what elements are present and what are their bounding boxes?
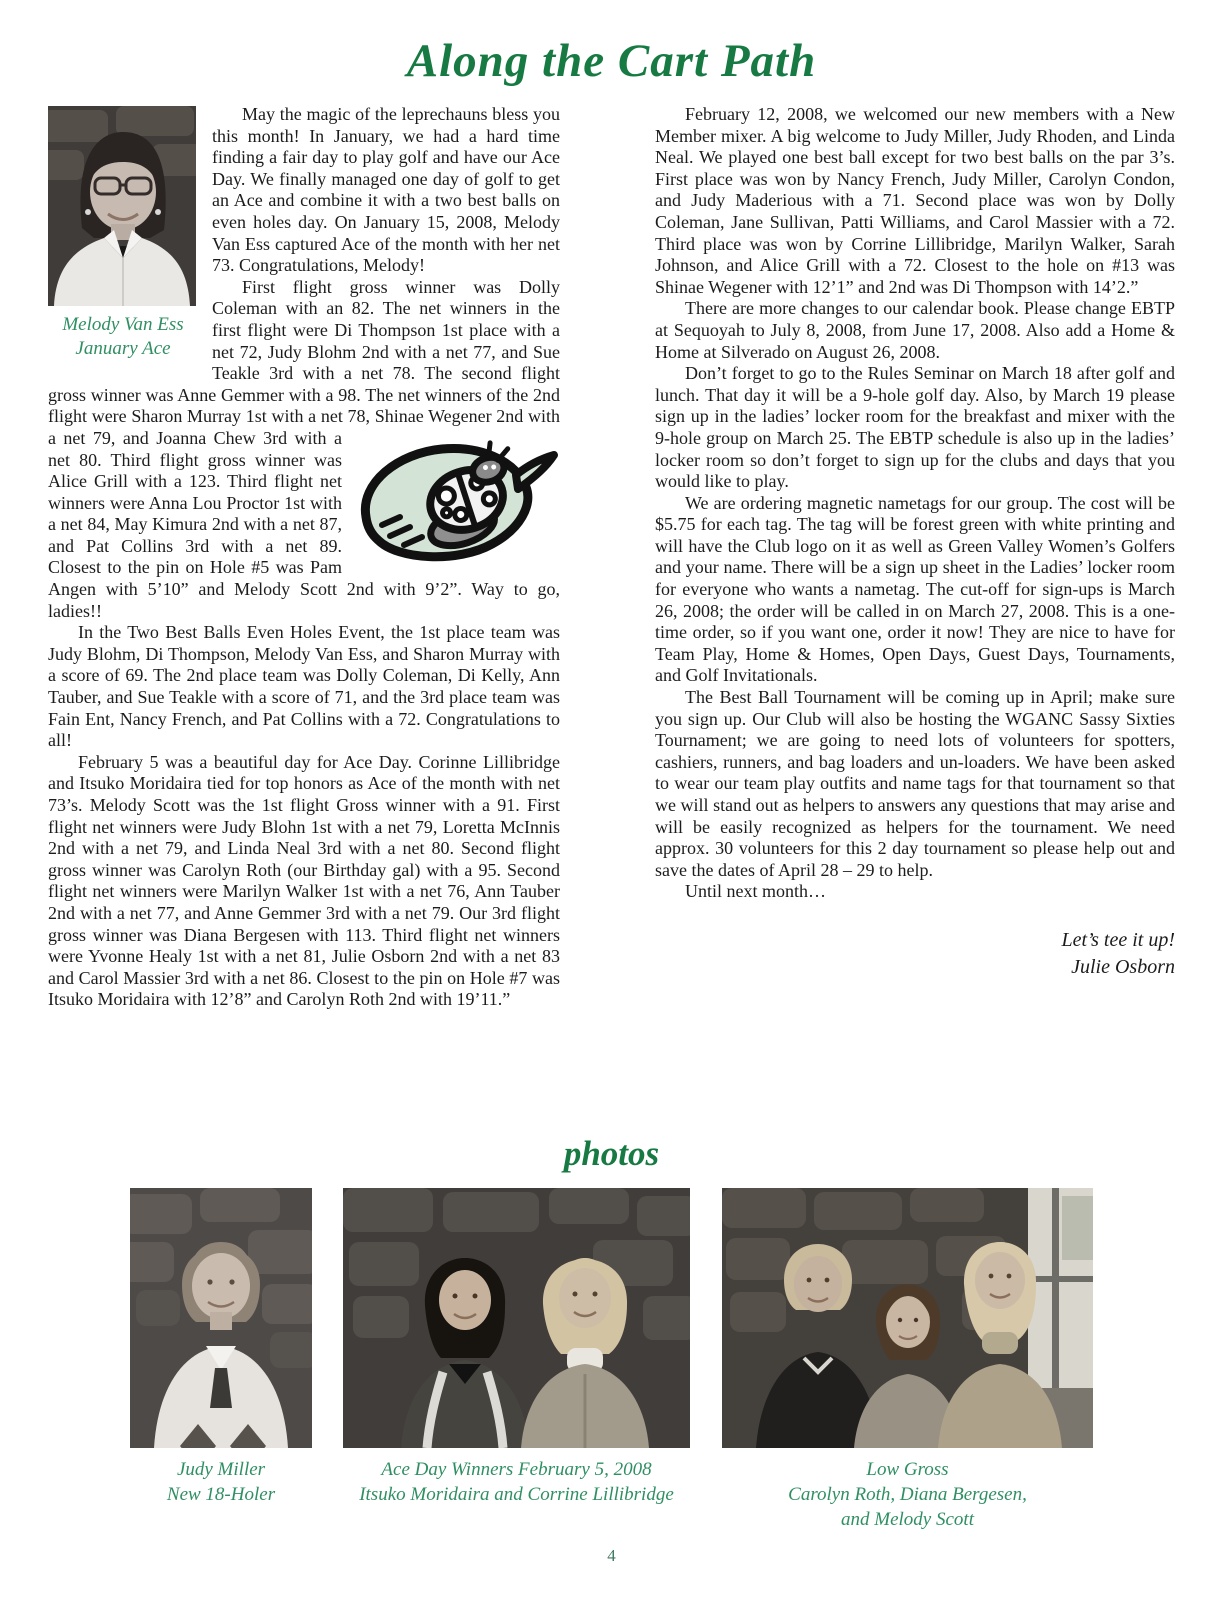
ladybug-leaf-art [352, 431, 560, 571]
right-paragraph-6: Until next month… [685, 881, 826, 902]
melody-caption-line1: Melody Van Ess [62, 314, 184, 335]
signoff [655, 927, 1175, 981]
ace-day-winners-caption [343, 1457, 690, 1507]
right-paragraph-1: February 12, 2008, we welcomed our new members with a New Member mixer. A big welcome to Judy Miller, Judy Rhoden, and Linda Neal. We played one best ball except for two best balls on the par 3’s. First place was won by Nancy French, Judy Miller, Carolyn Condon, and Judy Maderious with a 71. Second place was won by Dolly Coleman, Jane Sullivan, Patti Williams, and Carol Massier with a 72. Third place was won by Corrine Lillibridge, Marilyn Walker, Sarah Johnson, and Alice Grill with a 72. Closest to the hole on #13 was Shinae Wegener with 12’1” and 2nd was Di Thompson with 14’2.” [655, 104, 1175, 297]
judy-miller-figure [130, 1188, 312, 1507]
left-paragraph-1: May the magic of the leprechauns bless you this month! In January, we had a hard time finding a fair day to play golf and have our Ace Day. We finally managed one day of golf to get an Ace and combine it with a two best balls on even holes day. On January 15, 2008, Melody Van Ess captured Ace of the month with her net 73. Congratulations, Melody! [212, 104, 560, 276]
ace-day-winners-photo [343, 1188, 690, 1448]
melody-caption-line2: January Ace [75, 338, 171, 359]
page-title: Along the Cart Path [406, 35, 817, 87]
left-column [48, 104, 560, 1126]
judy-miller-photo [130, 1188, 312, 1448]
left-paragraph-4: February 5 was a beautiful day for Ace Day. Corinne Lillibridge and Itsuko Moridaira tied for top honors as Ace of the month with net 73’s. Melody Scott was the 1st flight Gross winner with a 91. First flight net winners were Judy Blohn 1st with a net 79, Loretta McInnis 2nd with a net 79, and Linda Neal 3rd with a net 80. Second flight gross winner was Carolyn Roth (our Birthday gal) with a 95. Second flight net winners were Marilyn Walker 1st with a net 76, Ann Tauber 2nd with a net 77, and Anne Gemmer 3rd with a net 79. Our 3rd flight gross winner was Diana Bergesen with 113. Third flight net winners were Yvonne Healy 1st with a net 81, Julie Osborn 2nd with a net 83 and Carol Massier 3rd with a net 86. Closest to the pin on Hole #7 was Itsuko Moridaira with 12’8” and Carolyn Roth 2nd with 19’11.” [48, 751, 560, 1010]
photos-section-heading: photos [563, 1134, 660, 1173]
low-gross-photo [722, 1188, 1093, 1448]
left-paragraph-2a: First flight gross winner was Dolly Coleman with an 82. The net winners in the first flight were Di Thompson 1st place with a net 72, Judy Blohm 2nd with a net 77, and Sue Teakle 3rd with a net 78. The second flight gross winner was Anne Gemmer with a 98. The net winners of the 2nd flight were Sharon Murray 1st with a net 78, [48, 276, 560, 427]
signoff-author: Julie Osborn [1071, 955, 1175, 978]
photo-row [0, 1188, 1223, 1532]
ace-day-caption-line2: Itsuko Moridaira and Corrine Lillibridge [359, 1484, 674, 1505]
judy-miller-caption-line1: Judy Miller [176, 1459, 266, 1480]
left-paragraph-2b: Shinae Wegener 2nd with a net 79, and Joanna Chew 3rd with a net 80. Third flight gross winner was Alice Grill with a 123. Third flight net winners were Anna Lou Proctor 1st with a net 84, May Kimura 2nd with a net 87, and Pat Collins 3rd with a net 89. Closest to the pin on Hole #5 was Pam Angen with 5’10” and Melody Scott 2nd with 9’2”. Way to go, ladies!! [48, 406, 560, 621]
right-column [655, 104, 1175, 1126]
left-paragraph-3: In the Two Best Balls Even Holes Event, the 1st place team was Judy Blohm, Di Thompson, Melody Van Ess, and Sharon Murray with a score of 69. The 2nd place team was Dolly Coleman, Di Kelly, Ann Tauber, and Sue Teakle with a score of 71, and the 3rd place team was Fain Ent, Nancy French, and Pat Collins with a 72. Congratulations to all! [48, 622, 560, 751]
judy-miller-caption-line2: New 18-Holer [166, 1484, 276, 1505]
right-paragraph-2: There are more changes to our calendar book. Please change EBTP at Sequoyah to July 8, 2008, from June 17, 2008. Also add a Home & Home at Silverado on August 26, 2008. [655, 298, 1175, 362]
right-paragraph-4: We are ordering magnetic nametags for our group. The cost will be $5.75 for each tag. The tag will be forest green with white printing and will have the Club logo on it as well as Green Valley Women’s Golfers and your name. There will be a sign up sheet in the Ladies’ locker room for everyone who wants a nametag. The cut-off for sign-ups is March 26, 2008; the order will be called in on March 27, 2008. This is a one-time order, so if you want one, order it now! They are nice to have for Team Play, Home & Homes, Open Days, Guest Days, Tournaments, and Golf Invitationals. [655, 492, 1175, 686]
low-gross-caption [722, 1457, 1093, 1532]
ace-day-caption-line1: Ace Day Winners February 5, 2008 [381, 1459, 652, 1480]
article-columns [0, 104, 1223, 1126]
ace-day-winners-figure [343, 1188, 690, 1507]
signoff-tagline: Let’s tee it up! [1061, 928, 1175, 951]
low-gross-caption-line2: Carolyn Roth, Diana Bergesen, [788, 1484, 1027, 1505]
melody-photo-caption [48, 313, 198, 361]
melody-van-ess-photo [48, 106, 196, 306]
melody-photo-block [48, 106, 198, 361]
right-paragraph-3: Don’t forget to go to the Rules Seminar on March 18 after golf and lunch. That day it will be a 9-hole golf day. Also, by March 19 please sign up in the ladies’ locker room for the breakfast and mixer with the 9-hole group on March 25. The EBTP schedule is also up in the ladies’ locker room so don’t forget to sign up for the clubs and days that you would like to play. [655, 363, 1175, 492]
low-gross-caption-line1: Low Gross [866, 1459, 949, 1480]
column-gutter [560, 104, 655, 1126]
right-paragraph-5: The Best Ball Tournament will be coming up in April; make sure you sign up. Our Club will also be hosting the WGANC Sassy Sixties Tournament; we are going to need lots of volunteers for spotters, cashiers, runners, and bag loaders and un-loaders. We have been asked to wear our team play outfits and name tags for that tournament so that we will stand out as helpers to answers any questions that may arise and will be easily recognized as helpers for the tournament. We need approx. 30 volunteers for this 2 day tournament so please help out and save the dates of April 28 – 29 to help. [655, 687, 1175, 880]
low-gross-caption-line3: and Melody Scott [841, 1509, 974, 1530]
low-gross-figure [722, 1188, 1093, 1532]
judy-miller-caption [130, 1457, 312, 1507]
page-number: 4 [607, 1546, 616, 1565]
